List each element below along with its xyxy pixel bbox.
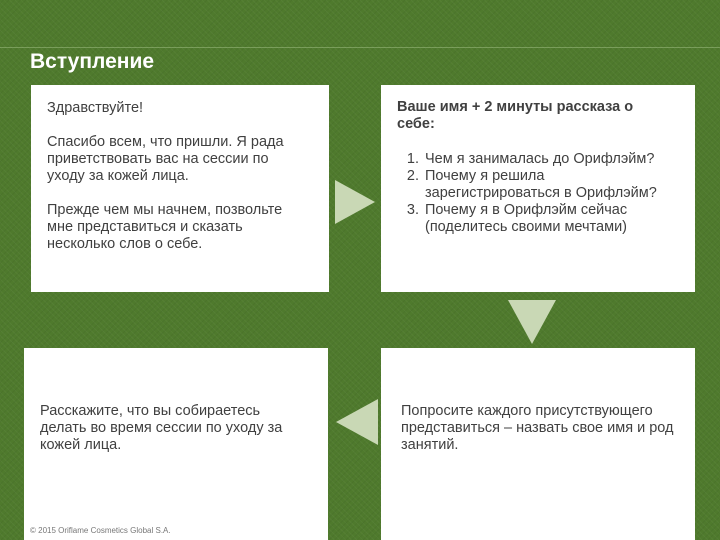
list-item: 1. Чем я занималась до Орифлэйм?: [423, 151, 683, 168]
intro-greeting-card: [31, 85, 329, 292]
card-body: Попросите каждого присутствующего представиться – назвать свое имя и род занятий.: [401, 403, 674, 453]
card-paragraph-thanks: Спасибо всем, что пришли. Я рада приветствовать вас на сессии по уходу за кожей лица.: [47, 134, 284, 184]
card-body: Расскажите, что вы собираетесь делать во время сессии по уходу за кожей лица.: [40, 403, 283, 453]
arrow-left-icon: [336, 399, 378, 445]
card-heading: Ваше имя + 2 минуты рассказа о себе:: [397, 99, 634, 132]
guest-introduction-card: [381, 348, 695, 540]
card-heading: Здравствуйте!: [47, 100, 144, 116]
list-item: 3. Почему я в Орифлэйм сейчас (поделитесь своими мечтами): [423, 202, 683, 236]
question-list: [397, 151, 683, 236]
self-introduction-card: [381, 85, 695, 292]
card-paragraph-introduce: Прежде чем мы начнем, позвольте мне представиться и сказать несколько слов о себе.: [47, 202, 283, 252]
list-item: 2. Почему я решила зарегистрироваться в Орифлэйм?: [423, 168, 683, 202]
session-goals-card: [24, 348, 328, 540]
header-divider: [0, 47, 720, 48]
arrow-right-icon: [335, 180, 377, 224]
arrow-down-icon: [508, 300, 556, 344]
copyright-notice: © 2015 Oriflame Cosmetics Global S.A.: [30, 526, 171, 535]
slide-title: Вступление: [30, 50, 155, 73]
